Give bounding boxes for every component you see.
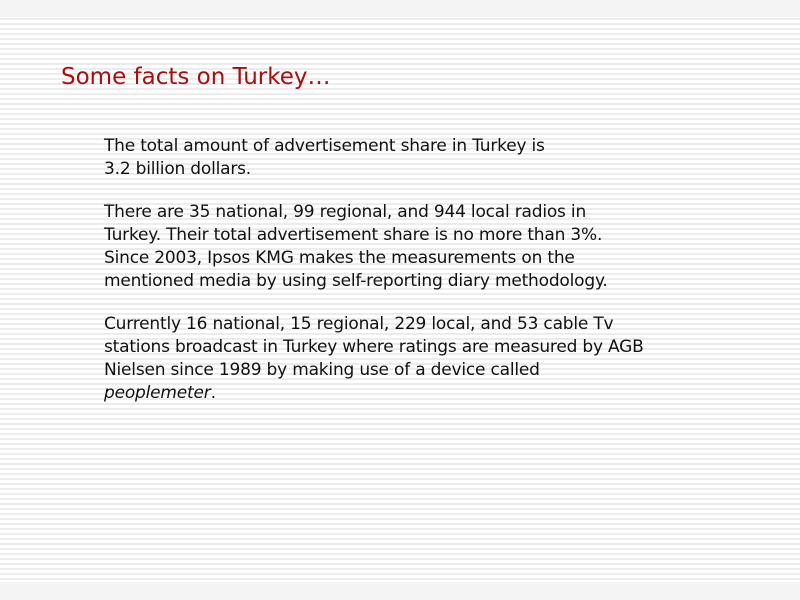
paragraph-ad-share: [104, 135, 744, 181]
text-line: The total amount of advertisement share in Turkey is: [104, 136, 545, 156]
text-line: Currently 16 national, 15 regional, 229 local, and 53 cable Tv: [104, 314, 614, 334]
slide-content: [104, 135, 744, 425]
text-line: Nielsen since 1989 by making use of a device called: [104, 360, 540, 380]
text-line: Since 2003, Ipsos KMG makes the measurements on the: [104, 248, 575, 268]
slide-title: Some facts on Turkey…: [61, 64, 331, 90]
text-line: mentioned media by using self-reporting diary methodology.: [104, 271, 608, 291]
end-punctuation: .: [210, 383, 216, 403]
peoplemeter-term: peoplemeter: [104, 383, 211, 403]
text-line: There are 35 national, 99 regional, and 944 local radios in: [104, 202, 587, 222]
paragraph-radios: [104, 201, 744, 293]
bottom-band: [0, 582, 800, 600]
text-line: 3.2 billion dollars.: [104, 159, 252, 179]
text-line: stations broadcast in Turkey where ratings are measured by AGB: [104, 337, 644, 357]
top-band: [0, 0, 800, 17]
text-line-last: [104, 382, 744, 405]
paragraph-tv-stations: [104, 313, 744, 405]
text-line: Turkey. Their total advertisement share is no more than 3%.: [104, 225, 603, 245]
